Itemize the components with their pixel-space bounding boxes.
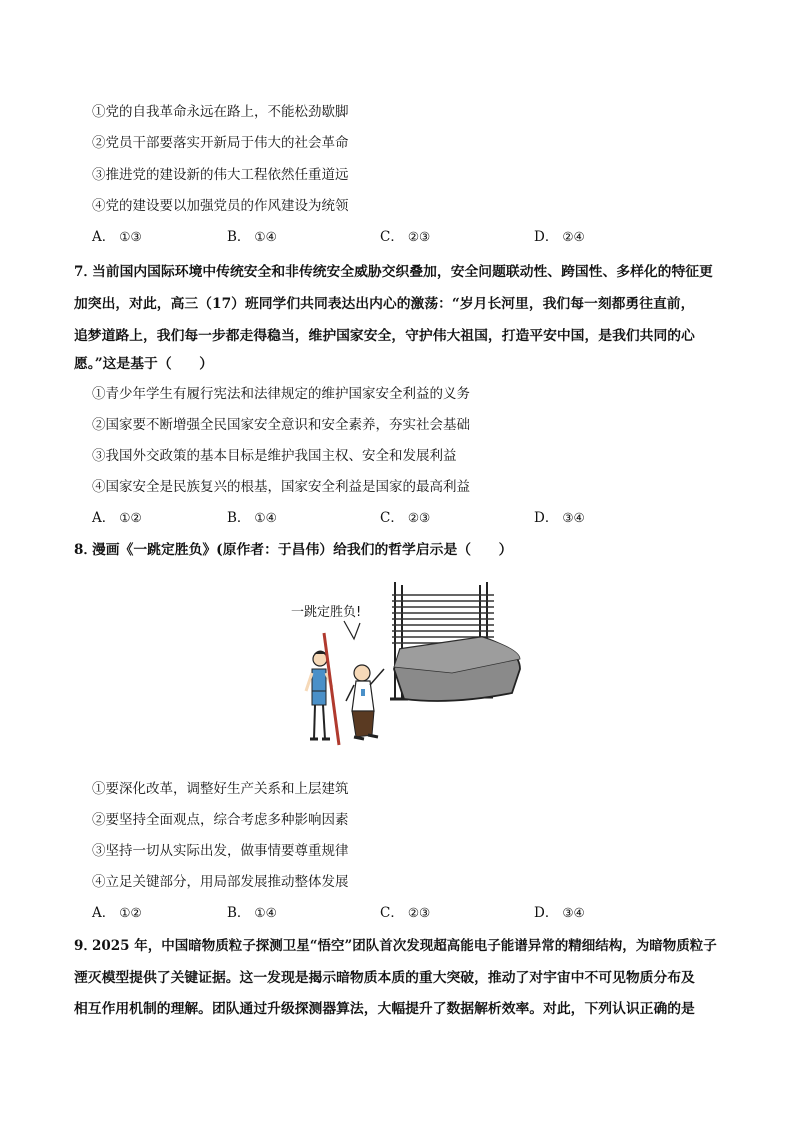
q6-answer-b: B． ①④ xyxy=(227,229,277,245)
q8-answer-c: C． ②③ xyxy=(380,905,431,921)
q8-stem: 漫画《一跳定胜负》(原作者：于昌伟）给我们的哲学启示是（ ） xyxy=(92,542,513,558)
q9-stem-line-1: 2025 年，中国暗物质粒子探测卫星“悟空”团队首次发现超高能电子能谱异常的精细结构，为暗物质粒子 xyxy=(92,938,717,954)
q8-option-3: ③坚持一切从实际出发，做事情要尊重规律 xyxy=(92,843,349,859)
q8-answer-d: D． ③④ xyxy=(534,905,585,921)
q8-option-1: ①要深化改革，调整好生产关系和上层建筑 xyxy=(92,781,349,797)
q9-number: 9． xyxy=(74,938,97,954)
comic-speech-bubble: 一跳定胜负! xyxy=(291,605,362,620)
q7-option-2: ②国家要不断增强全民国家安全意识和安全素养，夯实社会基础 xyxy=(92,417,470,433)
q7-answer-a: A． ①② xyxy=(92,510,142,526)
q8-answer-b: B． ①④ xyxy=(227,905,277,921)
q6-option-2: ②党员干部要落实开新局于伟大的社会革命 xyxy=(92,135,349,151)
q7-stem-line-4: 愿。”这是基于（ ） xyxy=(74,356,214,372)
q6-answer-d: D． ②④ xyxy=(534,229,585,245)
q7-answer-d: D． ③④ xyxy=(534,510,585,526)
q7-number: 7． xyxy=(74,264,97,280)
q7-stem-line-3: 追梦道路上，我们每一步都走得稳当，维护国家安全，守护伟大祖国，打造平安中国，是我们共同的心 xyxy=(74,328,695,344)
q9-stem-line-3: 相互作用机制的理解。团队通过升级探测器算法，大幅提升了数据解析效率。对此，下列认识正确的是 xyxy=(74,1001,695,1017)
q7-option-3: ③我国外交政策的基本目标是维护我国主权、安全和发展利益 xyxy=(92,448,457,464)
q9-stem-line-2: 湮灭模型提供了关键证据。这一发现是揭示暗物质本质的重大突破，推动了对宇宙中不可见物质分布及 xyxy=(74,970,695,986)
q6-option-4: ④党的建设要以加强党员的作风建设为统领 xyxy=(92,198,349,214)
q7-answer-b: B． ①④ xyxy=(227,510,277,526)
q7-stem-line-1: 当前国内国际环境中传统安全和非传统安全威胁交织叠加，安全问题联动性、跨国性、多样化的特征更 xyxy=(92,264,713,280)
q7-option-4: ④国家安全是民族复兴的根基，国家安全利益是国家的最高利益 xyxy=(92,479,470,495)
q8-number: 8． xyxy=(74,542,97,558)
q7-answer-c: C． ②③ xyxy=(380,510,431,526)
jump-bars xyxy=(392,595,494,643)
q6-option-3: ③推进党的建设新的伟大工程依然任重道远 xyxy=(92,167,349,183)
q7-stem-line-2: 加突出，对此，高三（17）班同学们共同表达出内心的激荡：“岁月长河里，我们每一刻都勇往直前， xyxy=(74,296,695,312)
q8-option-4: ④立足关键部分，用局部发展推动整体发展 xyxy=(92,874,349,890)
q8-answer-a: A． ①② xyxy=(92,905,142,921)
q6-answer-a: A． ①③ xyxy=(92,229,142,245)
q6-answer-c: C． ②③ xyxy=(380,229,431,245)
q7-option-1: ①青少年学生有履行宪法和法律规定的维护国家安全利益的义务 xyxy=(92,386,470,402)
q8-option-2: ②要坚持全面观点，综合考虑多种影响因素 xyxy=(92,812,349,828)
coach-figure xyxy=(346,665,384,739)
q6-option-1: ①党的自我革命永远在路上，不能松劲歇脚 xyxy=(92,104,349,120)
